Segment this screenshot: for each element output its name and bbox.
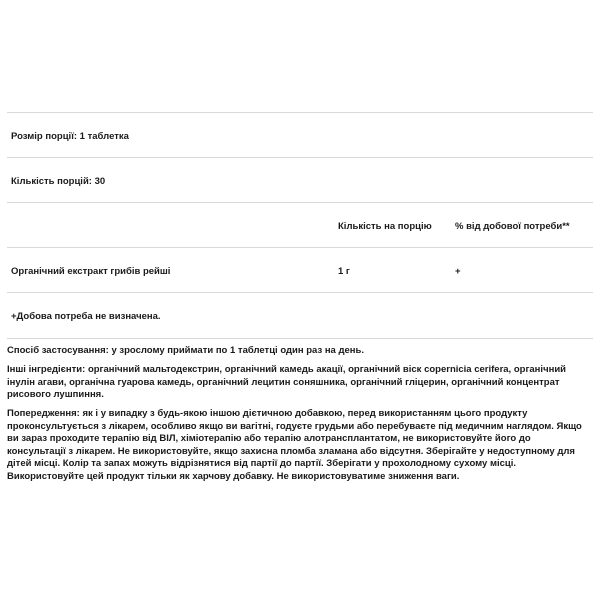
- serving-size: Розмір порції: 1 таблетка: [11, 131, 129, 142]
- other-ingredients-text: Інші інгредієнти: органічний мальтодекстрин, органічний камедь акації, органічний віск copernicia cerifera, органічний інулін агави, органічна гуарова камедь, органічний лецитин соняшника, органічний гліцерин, органічний концентрат рисового лушпиння.: [7, 364, 566, 400]
- ingredient-amount: 1 г: [338, 266, 350, 277]
- supplement-facts-table: [7, 112, 593, 339]
- amount-per-serving-header: Кількість на порцію: [338, 221, 432, 232]
- directions-text: Спосіб застосування: у зрослому приймати по 1 таблетці один раз на день.: [7, 345, 365, 356]
- ingredient-daily-value: +: [455, 266, 461, 277]
- ingredient-name: Органічний екстракт грибів рейші: [11, 266, 171, 277]
- ingredient-row: [7, 247, 593, 292]
- daily-value-footnote: +Добова потреба не визначена.: [11, 311, 161, 322]
- footnote-row: [7, 292, 593, 339]
- servings-per-container-row: [7, 157, 593, 202]
- warnings-text: Попередження: як і у випадку з будь-якою іншою дієтичною добавкою, перед використанням цього продукту проконсультується з лікарем, особливо якщо ви вагітні, годуєте грудьми або перебуваєте під медичним наглядом. Якщо ви зараз проходите терапію від ВІЛ, хіміотерапію або терапію алотрансплантатом, не використовуйте його до консультації з лікарем. Не використовуйте, якщо захисна пломба зламана або відсутня. Зберігайте у недоступному для дітей місці. Колір та запах можуть відрізнятися від партії до партії. Зберігати у прохолодному сухому місці. Використовуйте цей продукт тільки як харчову добавку. Не використовуватиме зниження ваги.: [7, 408, 582, 482]
- daily-value-header: % від добової потреби**: [455, 221, 570, 232]
- table-header-row: [7, 202, 593, 247]
- servings-per-container: Кількість порцій: 30: [11, 176, 106, 187]
- serving-size-row: [7, 112, 593, 157]
